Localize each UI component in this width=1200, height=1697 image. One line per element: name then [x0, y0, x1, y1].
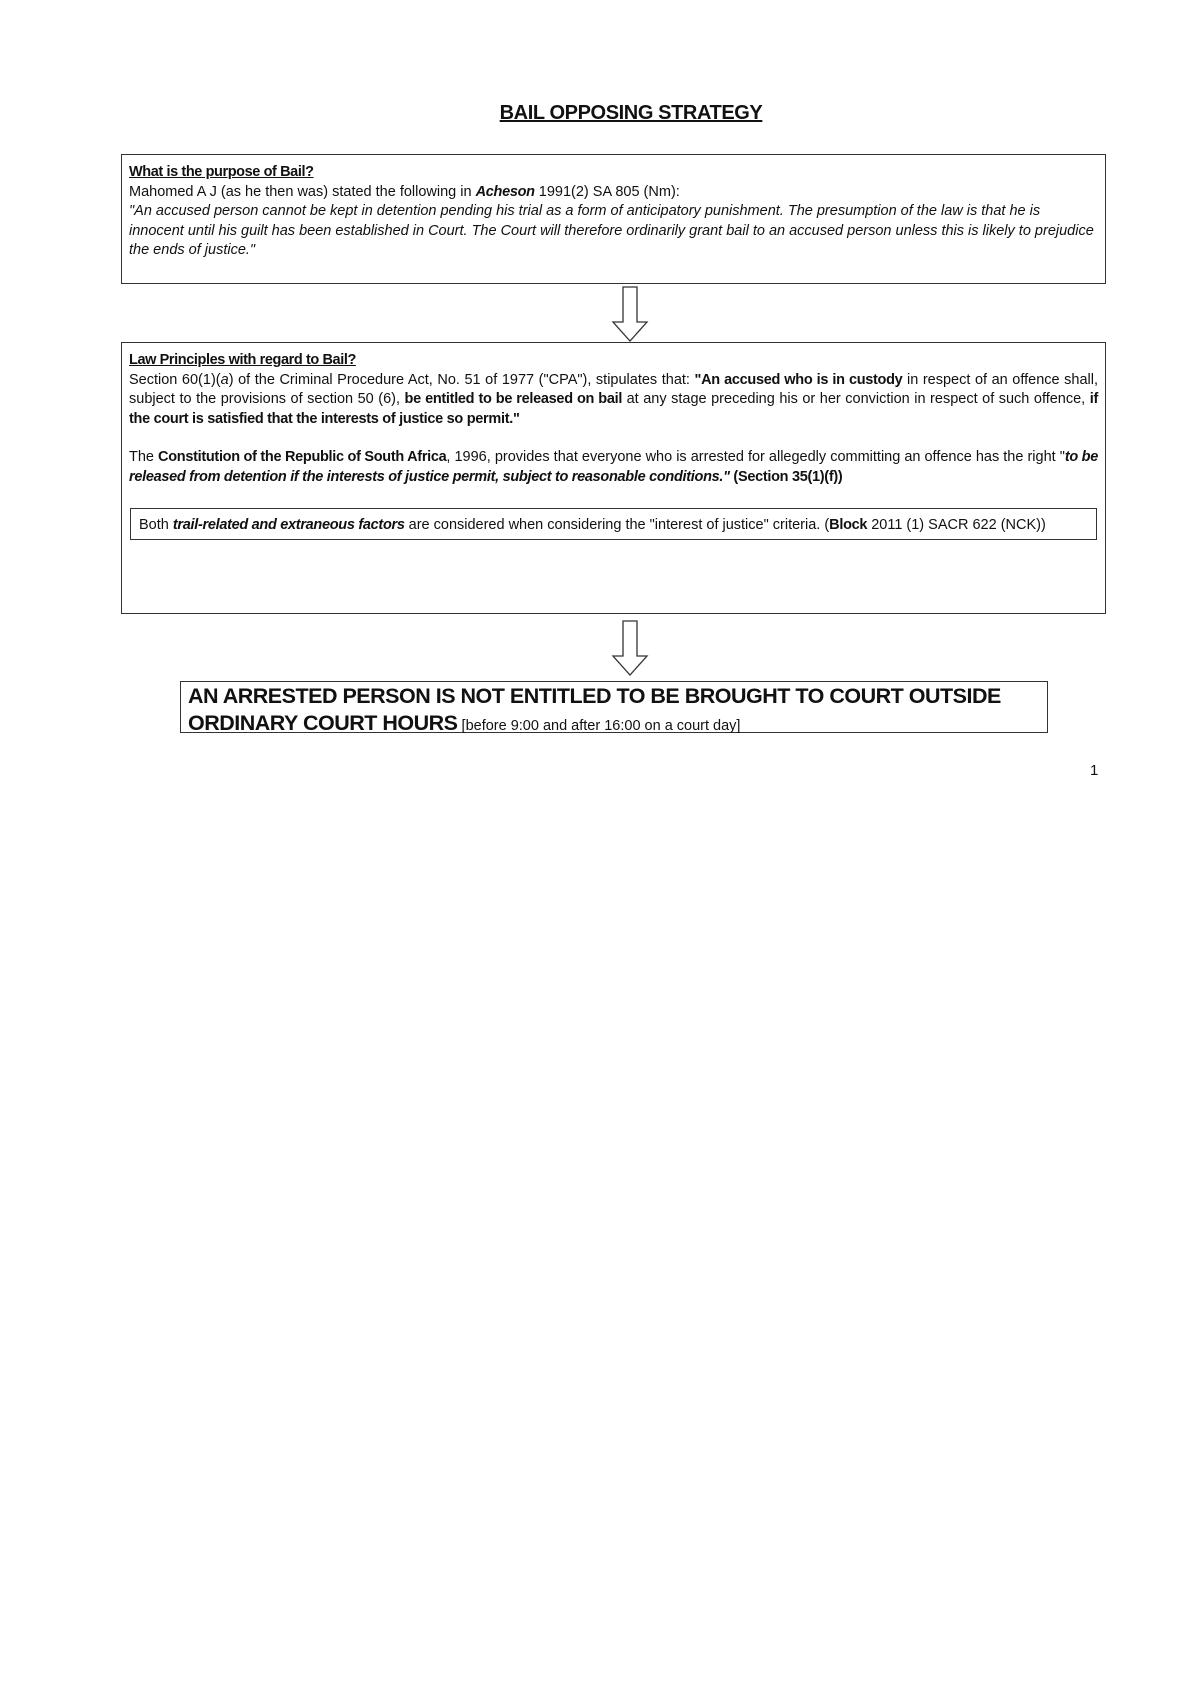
down-arrow-icon [611, 286, 649, 342]
text-run: The [129, 449, 159, 465]
text-run-italic: a [220, 371, 229, 388]
down-arrow-icon [611, 620, 649, 676]
court-hours-notice-detail: [before 9:00 and after 16:00 on a court day] [457, 718, 741, 734]
interest-of-justice-box [130, 508, 1097, 540]
text-run-bold: Constitution of the Republic of South Africa [158, 449, 447, 465]
text-run-bold: "An accused who is in custody [694, 371, 903, 388]
case-name-block: Block [829, 517, 868, 533]
text-run: , 1996, provides that everyone who is arrested for allegedly committing an offence has the right " [446, 449, 1065, 465]
law-principles-heading: Law Principles with regard to Bail? [129, 352, 356, 368]
page-number: 1 [1090, 762, 1099, 779]
bail-purpose-heading: What is the purpose of Bail? [129, 164, 314, 180]
text-run: in respect of an offence shall, subject to the provisions of section 50 (6), [129, 371, 1099, 407]
court-hours-notice-box [180, 681, 1048, 733]
citation-suffix: 1991(2) SA 805 (Nm): [534, 183, 680, 200]
case-name-acheson: Acheson [475, 183, 535, 200]
text-run: Both [139, 517, 173, 533]
text-run-bold-italic: to be released from detention if the interests of justice permit, subject to reasonable conditions." [129, 449, 1098, 485]
text-run: are considered when considering the "interest of justice" criteria. ( [404, 517, 830, 533]
text-run-bold: be entitled to be released on bail [404, 391, 623, 407]
text-run-bold-italic: trail-related and extraneous factors [172, 517, 405, 533]
constitution-paragraph [129, 448, 1098, 487]
citation-prefix: Mahomed A J (as he then was) stated the following in [129, 183, 476, 200]
text-run: at any stage preceding his or her conviction in respect of such offence, [622, 391, 1090, 407]
court-hours-notice-bold: AN ARRESTED PERSON IS NOT ENTITLED TO BE BROUGHT TO COURT OUTSIDE ORDINARY COURT HOURS [188, 684, 1001, 735]
cpa-section-60-paragraph [129, 371, 1098, 430]
text-run: Section 60(1)( [129, 371, 221, 388]
text-run-bold: if the court is satisfied that the interests of justice so permit." [129, 391, 1098, 427]
bail-purpose-citation [129, 183, 1098, 203]
law-principles-box [121, 342, 1106, 614]
text-run: ) of the Criminal Procedure Act, No. 51 of 1977 ("CPA"), stipulates that: [228, 371, 695, 388]
text-run: 2011 (1) SACR 622 (NCK)) [867, 517, 1046, 533]
text-run-bold: (Section 35(1)(f)) [729, 468, 843, 485]
page-title: BAIL OPPOSING STRATEGY [499, 102, 763, 124]
bail-purpose-box [121, 154, 1106, 284]
acheson-quote: "An accused person cannot be kept in detention pending his trial as a form of anticipatory punishment. The presumption of the law is that he is innocent until his guilt has been established in Court. The Court will therefore ordinarily grant bail to an accused person unless this is likely to prejudice the ends of justice." [129, 203, 1094, 258]
